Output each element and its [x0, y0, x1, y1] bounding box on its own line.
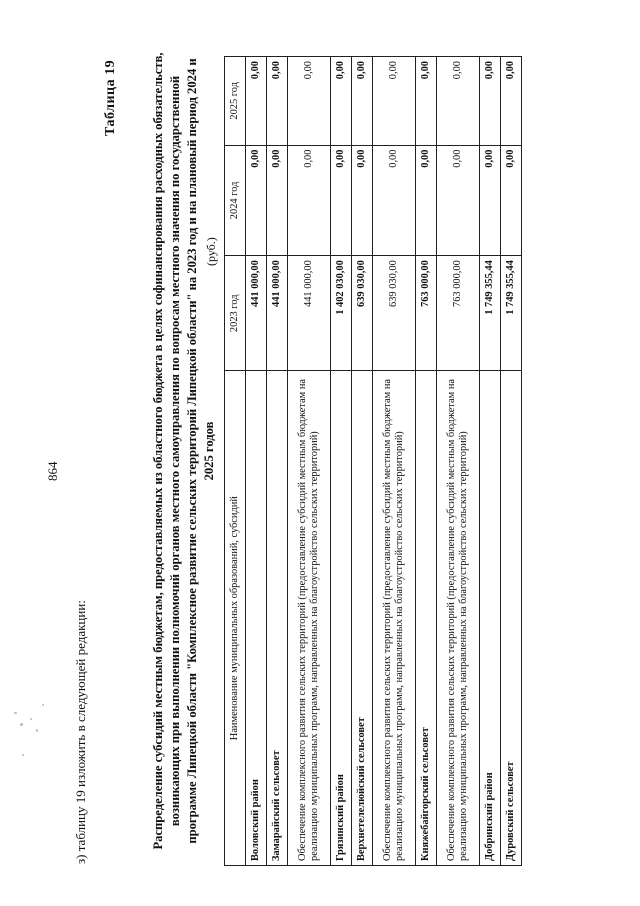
amendment-intro: з) таблицу 19 изложить в следующей редакции:	[73, 600, 88, 864]
row-2025-value: 0,00	[437, 57, 480, 146]
subsidies-table	[224, 56, 522, 866]
row-2024-value: 0,00	[267, 145, 288, 256]
row-2024-value: 0,00	[352, 145, 373, 256]
row-2024-value: 0,00	[416, 145, 437, 256]
row-2025-value: 0,00	[416, 57, 437, 146]
table-row	[246, 57, 267, 866]
row-2023-value: 1 749 355,44	[480, 256, 501, 371]
table-header-row	[225, 57, 246, 866]
table-heading: Распределение субсидий местным бюджетам, предоставляемых из областного бюджета в целях софинансирования расходных обязательств, возникающих при выполнении полномочий органов местного самоуправления по вопросам местного значения по государственной программе Липецкой области "Комплексное развитие сельских территорий Липецкой области" на 2023 год и на плановый период 2024 и 2025 годов	[151, 52, 216, 850]
row-2025-value: 0,00	[246, 57, 267, 146]
row-2023-value: 639 030,00	[352, 256, 373, 371]
row-2023-value: 1 749 355,44	[501, 256, 522, 371]
row-name: Обеспечение комплексного развития сельских территорий (предоставление субсидий местным бюджетам на реализацию муниципальных программ, направленных на благоустройство сельских территорий)	[288, 371, 331, 866]
scan-speck	[42, 704, 44, 706]
row-2025-value: 0,00	[480, 57, 501, 146]
row-2024-value: 0,00	[373, 145, 416, 256]
row-2025-value: 0,00	[331, 57, 352, 146]
row-name: Верхнетелелюйский сельсовет	[352, 371, 373, 866]
currency-unit: (руб.)	[204, 237, 218, 266]
row-2025-value: 0,00	[373, 57, 416, 146]
row-2024-value: 0,00	[246, 145, 267, 256]
row-2025-value: 0,00	[267, 57, 288, 146]
column-header-2024: 2024 год	[225, 145, 246, 256]
table-row	[288, 57, 331, 866]
row-name: Грязинский район	[331, 371, 352, 866]
scan-speck	[22, 754, 24, 756]
page-number: 864	[45, 461, 60, 481]
column-header-name: Наименование муниципальных образований, субсидий	[225, 371, 246, 866]
row-2023-value: 441 000,00	[288, 256, 331, 371]
row-name: Обеспечение комплексного развития сельских территорий (предоставление субсидий местным бюджетам на реализацию муниципальных программ, направленных на благоустройство сельских территорий)	[437, 371, 480, 866]
row-name: Воловский район	[246, 371, 267, 866]
row-2024-value: 0,00	[480, 145, 501, 256]
row-2024-value: 0,00	[288, 145, 331, 256]
row-2023-value: 441 000,00	[246, 256, 267, 371]
scan-speck	[36, 729, 38, 732]
table-row	[352, 57, 373, 866]
table-row	[437, 57, 480, 866]
table-row	[416, 57, 437, 866]
scan-speck	[30, 718, 32, 720]
row-2024-value: 0,00	[437, 145, 480, 256]
scan-speck	[20, 723, 23, 726]
row-name: Добринский район	[480, 371, 501, 866]
row-2025-value: 0,00	[288, 57, 331, 146]
table-row	[331, 57, 352, 866]
row-2024-value: 0,00	[331, 145, 352, 256]
row-name: Обеспечение комплексного развития сельских территорий (предоставление субсидий местным бюджетам на реализацию муниципальных программ, направленных на благоустройство сельских территорий)	[373, 371, 416, 866]
row-name: Княжебайгорский сельсовет	[416, 371, 437, 866]
row-name: Дуровский сельсовет	[501, 371, 522, 866]
table-row	[480, 57, 501, 866]
row-2023-value: 639 030,00	[373, 256, 416, 371]
row-name: Замарайский сельсовет	[267, 371, 288, 866]
table-row	[267, 57, 288, 866]
column-header-2023: 2023 год	[225, 256, 246, 371]
row-2023-value: 763 000,00	[416, 256, 437, 371]
scan-speck	[14, 712, 17, 714]
table-row	[373, 57, 416, 866]
row-2023-value: 441 000,00	[267, 256, 288, 371]
row-2024-value: 0,00	[501, 145, 522, 256]
table-label: Таблица 19	[103, 59, 118, 136]
column-header-2025: 2025 год	[225, 57, 246, 146]
row-2023-value: 763 000,00	[437, 256, 480, 371]
row-2025-value: 0,00	[501, 57, 522, 146]
row-2023-value: 1 402 030,00	[331, 256, 352, 371]
row-2025-value: 0,00	[352, 57, 373, 146]
table-row	[501, 57, 522, 866]
